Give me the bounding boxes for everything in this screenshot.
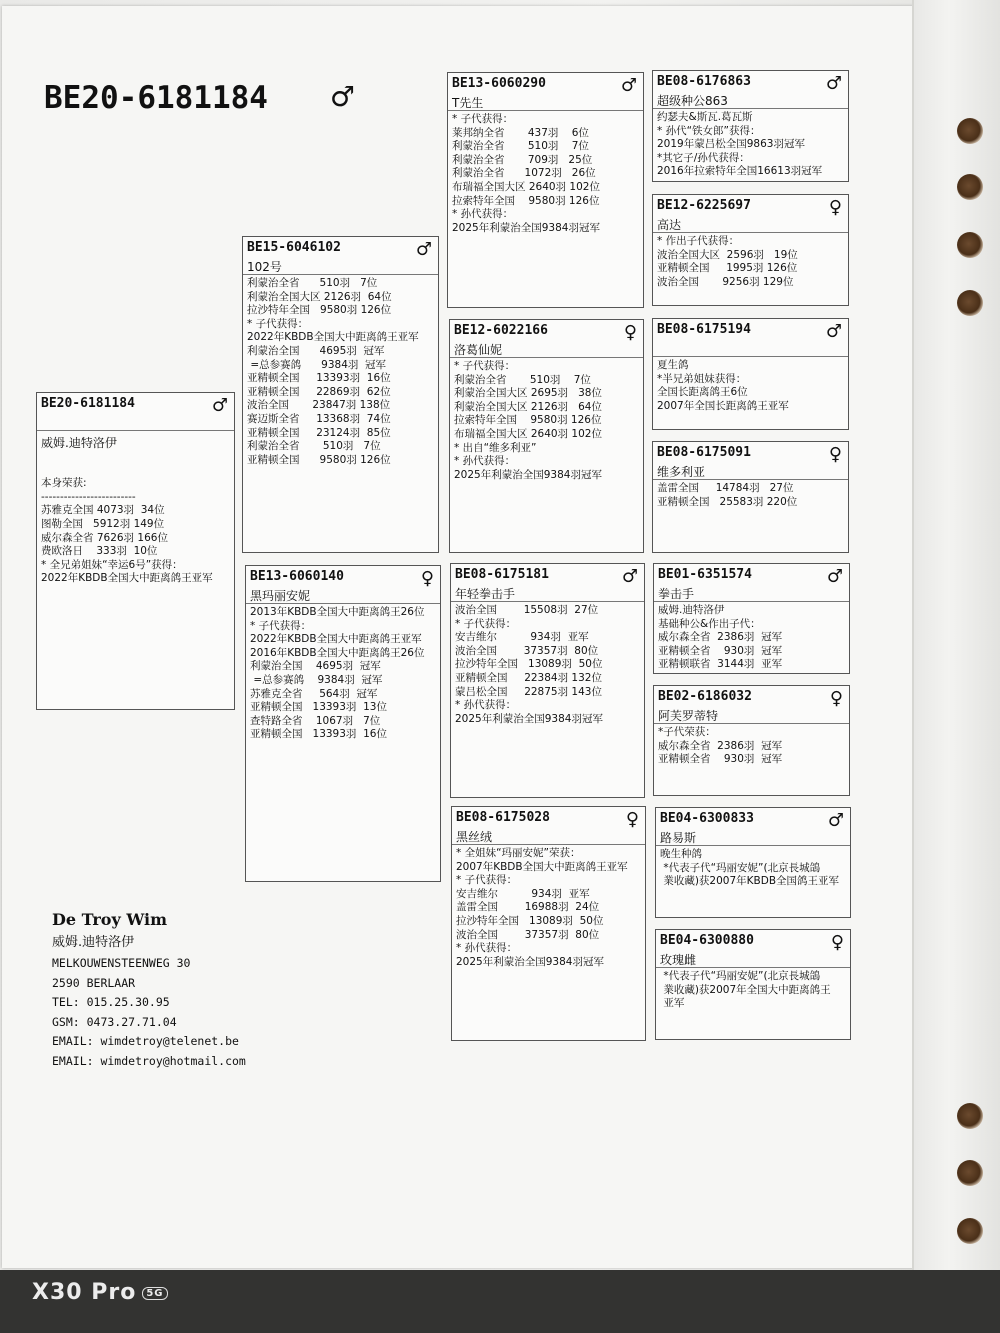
male-symbol-icon: ♂ (825, 321, 842, 342)
result-line: 全国长距离鸽王6位 (657, 386, 748, 399)
divider (450, 357, 643, 358)
result-line: 利蒙治全省 709羽 25位 (452, 153, 593, 166)
card-dss (653, 563, 850, 674)
female-symbol-icon: ♀ (623, 322, 637, 343)
result-line: 拉沙特年全国 9580羽 126位 (247, 304, 392, 317)
punch-hole (957, 1218, 983, 1244)
result-line: 图勒全国 5912羽 149位 (41, 517, 165, 530)
result-line: 2016年拉索特年全国16613羽冠军 (657, 165, 823, 178)
ring-number: BE08-6175194 (657, 322, 751, 337)
bird-name: 洛葛仙妮 (454, 343, 503, 357)
breeder-name: De Troy Wim (52, 910, 168, 929)
result-line: 亚精顿全省 930羽 冠军 (658, 753, 783, 766)
card-sss (652, 70, 849, 182)
result-line: =总参赛鸽 9384羽 冠军 (247, 358, 387, 371)
result-line: * 孙代获得： (452, 208, 514, 221)
card-sire-sire (447, 72, 644, 308)
male-symbol-icon: ♂ (415, 239, 432, 260)
bird-name: T先生 (452, 96, 484, 110)
address-city: 2590 BERLAAR (52, 975, 136, 990)
result-line: 安吉维尔 934羽 亚军 (456, 887, 590, 900)
result-line: * 全兄弟姐妹“幸运6号”获得： (41, 558, 183, 571)
result-line: 安吉维尔 934羽 亚军 (455, 631, 589, 644)
result-line: * 子代获得： (455, 617, 517, 630)
result-line (41, 464, 232, 478)
network-badge: 5G (142, 1287, 167, 1300)
female-symbol-icon: ♀ (830, 932, 844, 953)
result-line: 盖雷全国 14784羽 27位 (657, 482, 794, 494)
punch-hole (957, 174, 983, 200)
result-line: * 孙代获得： (454, 455, 516, 468)
result-line: * 子代获得： (247, 317, 309, 330)
performance-list (658, 726, 847, 767)
card-ddd (655, 929, 851, 1040)
result-line: 威尔森全省 2386羽 冠军 (658, 631, 783, 644)
result-line: 查特路全省 1067羽 7位 (250, 714, 381, 727)
card-dsd (653, 685, 850, 796)
ring-number: BE08-6175028 (456, 810, 550, 825)
female-symbol-icon: ♀ (829, 688, 843, 709)
divider (451, 601, 644, 602)
result-line: 布瑞福全国大区 2640羽 102位 (454, 427, 602, 440)
male-symbol-icon: ♂ (621, 566, 638, 587)
divider (656, 967, 850, 968)
camera-watermark (32, 1280, 168, 1305)
result-line: 莱邦纳全省 437羽 6位 (452, 126, 589, 139)
result-line: *其它子/孙代获得： (657, 151, 750, 164)
ring-number: BE13-6060290 (452, 76, 546, 91)
result-line: 波治全国 9256羽 129位 (657, 275, 794, 288)
result-line: =总参赛鸽 9384羽 冠军 (250, 673, 383, 686)
result-line: 亚精顿联省 3144羽 亚军 (658, 658, 783, 671)
mobile-phone: GSM: 0473.27.71.04 (52, 1014, 177, 1029)
card-dam-sire (450, 563, 645, 798)
bird-name: 高达 (657, 218, 682, 232)
result-line: *半兄弟姐妹获得： (657, 372, 747, 385)
result-line: 亚精顿全国 1995羽 126位 (657, 262, 798, 275)
result-line: 亚精顿全国 13393羽 16位 (247, 372, 391, 385)
divider (653, 108, 848, 109)
result-line: * 孙代获得： (456, 942, 518, 955)
card-ssd (652, 194, 849, 306)
result-line: *代表子代“玛丽安妮”(北京長城鴿 (660, 861, 821, 874)
result-line: 亚精顿全国 13393羽 13位 (250, 701, 387, 714)
card-dds (655, 807, 851, 918)
ring-number: BE04-6300833 (660, 811, 754, 826)
divider (654, 723, 849, 724)
result-line: 亚精顿全国 25583羽 220位 (657, 495, 798, 508)
result-line: 赛迈斯全省 13368羽 74位 (247, 412, 391, 425)
divider (653, 356, 848, 357)
result-line: 2016年KBDB全国大中距离鸽王26位 (250, 646, 425, 659)
female-symbol-icon: ♀ (420, 568, 434, 589)
result-line: ------------------------- (41, 490, 136, 503)
ring-number: BE20-6181184 (41, 396, 135, 411)
result-line: 威尔森全省 7626羽 166位 (41, 531, 168, 544)
result-line: 亚精顿全国 22869羽 62位 (247, 385, 391, 398)
result-line: 夏生鸽 (657, 359, 689, 371)
male-symbol-icon: ♂ (330, 80, 356, 113)
result-line: * 作出子代获得： (657, 235, 740, 247)
result-line: 拉沙特年全国 13089羽 50位 (456, 914, 604, 927)
breeder-name-chinese: 威姆.迪特洛伊 (52, 935, 135, 950)
result-line: 苏雅克全国 4073羽 34位 (41, 504, 165, 517)
divider (448, 110, 643, 111)
result-line: * 子代获得： (454, 360, 516, 372)
bird-name: 年轻拳击手 (455, 587, 516, 601)
result-line: 约瑟夫&斯瓦.葛瓦斯 (657, 111, 753, 123)
female-symbol-icon: ♀ (828, 197, 842, 218)
bird-name: 阿芙罗蒂特 (658, 709, 719, 723)
result-line: 亚精顿全国 22384羽 132位 (455, 671, 602, 684)
card-sds (652, 318, 849, 430)
result-line: 拉索特年全国 9580羽 126位 (454, 414, 602, 427)
performance-list (660, 970, 848, 1011)
bird-name: 拳击手 (658, 587, 695, 601)
result-line: 2025年利蒙治全国9384羽冠军 (456, 955, 604, 968)
result-line: 费欧洛日 333羽 10位 (41, 545, 158, 558)
camera-brand: X30 Pro (32, 1280, 137, 1305)
result-line: 苏雅克全省 564羽 冠军 (250, 687, 378, 700)
result-line: 盖雷全国 16988羽 24位 (456, 901, 600, 914)
female-symbol-icon: ♀ (828, 444, 842, 465)
ring-number: BE12-6225697 (657, 198, 751, 213)
card-dam-dam (451, 806, 646, 1041)
performance-list (247, 277, 436, 467)
result-line: 2022年KBDB全国大中距离鸽王亚军 (41, 572, 213, 585)
result-line: 2025年利蒙治全国9384羽冠军 (455, 712, 603, 725)
result-line: 亚精顿全国 9580羽 126位 (247, 453, 391, 466)
result-line: *代表子代“玛丽安妮”(北京長城鴿 (660, 970, 821, 982)
ring-number: BE12-6022166 (454, 323, 548, 338)
email-hotmail: EMAIL: wimdetroy@hotmail.com (52, 1053, 246, 1068)
ring-number: BE04-6300880 (660, 933, 754, 948)
ring-number: BE08-6175091 (657, 445, 751, 460)
performance-list (657, 359, 846, 413)
result-line: 波治全国大区 2596羽 19位 (657, 248, 798, 261)
divider (656, 845, 850, 846)
bird-name: 黑玛丽安妮 (250, 589, 311, 603)
result-line: 波治全国 37357羽 80位 (455, 644, 599, 657)
result-line: 基础种公&作出子代： (658, 617, 761, 630)
result-line: 利蒙治全省 1072羽 26位 (452, 167, 596, 180)
result-line: * 子代获得： (452, 113, 514, 125)
divider (243, 274, 438, 275)
result-line: 2022年KBDB全国大中距离鸽王亚军 (247, 331, 419, 344)
male-symbol-icon: ♂ (620, 75, 637, 96)
performance-list (452, 113, 641, 235)
result-line: 2007年全国长距离鸽王亚军 (657, 399, 789, 412)
bird-name: 维多利亚 (657, 465, 706, 479)
result-line: 拉索特年全国 9580羽 126位 (452, 194, 600, 207)
divider (246, 603, 440, 604)
punch-hole (957, 1160, 983, 1186)
bird-name: 黑丝绒 (456, 830, 493, 844)
performance-list (657, 235, 846, 289)
result-line: 利蒙治全省 510羽 7位 (247, 440, 381, 453)
ring-number: BE01-6351574 (658, 567, 752, 582)
result-line: 利蒙治全国 4695羽 冠军 (250, 660, 381, 673)
bird-name: 玫瑰雌 (660, 953, 697, 967)
punch-hole (957, 1103, 983, 1129)
ring-number: BE13-6060140 (250, 569, 344, 584)
result-line: * 孙代获得： (455, 699, 517, 712)
result-line: 2025年利蒙治全国9384羽冠军 (452, 221, 600, 234)
result-line: 威姆.迪特洛伊 (658, 604, 725, 616)
performance-list (657, 111, 846, 179)
page-title: BE20-6181184 (44, 80, 268, 116)
result-line: 2022年KBDB全国大中距离鸽王亚军 (250, 633, 422, 646)
ring-number: BE08-6175181 (455, 567, 549, 582)
performance-list (454, 360, 641, 482)
result-line: 拉沙特年全国 13089羽 50位 (455, 658, 603, 671)
breeder-contact (52, 910, 246, 1072)
result-line: 布瑞福全国大区 2640羽 102位 (452, 180, 600, 193)
result-line: 利蒙治全国大区 2695羽 38位 (454, 387, 602, 400)
result-line: 波治全国 15508羽 27位 (455, 604, 599, 616)
result-line: 晚生种鸽 (660, 848, 702, 860)
result-line: 亚军 (660, 997, 685, 1010)
result-line: 亚精顿全省 930羽 冠军 (658, 644, 783, 657)
result-line: 2013年KBDB全国大中距离鸽王26位 (250, 606, 425, 618)
performance-list (250, 606, 438, 742)
card-subject (36, 392, 235, 710)
result-line: 威尔森全省 2386羽 冠军 (658, 739, 783, 752)
result-line: * 孙代“铁女郎”获得： (657, 124, 761, 137)
divider (654, 601, 849, 602)
telephone: TEL: 015.25.30.95 (52, 995, 170, 1010)
result-line: 利蒙治全国大区 2126羽 64位 (247, 290, 392, 303)
performance-list (658, 604, 847, 672)
male-symbol-icon: ♂ (826, 566, 843, 587)
result-line: 利蒙治全国大区 2126羽 64位 (454, 400, 602, 413)
result-line: 利蒙治全省 510羽 7位 (452, 140, 589, 153)
result-line: 蒙吕松全国 22875羽 143位 (455, 685, 602, 698)
result-line: 2007年KBDB全国大中距离鸽王亚军 (456, 860, 628, 873)
result-line: 利蒙治全省 510羽 7位 (247, 277, 378, 289)
male-symbol-icon: ♂ (825, 73, 842, 94)
result-line: * 子代获得： (250, 619, 312, 632)
male-symbol-icon: ♂ (211, 395, 228, 416)
address-street: MELKOUWENSTEENWEG 30 (52, 956, 191, 970)
result-line: 2019年蒙吕松全国9863羽冠军 (657, 138, 805, 151)
ring-number: BE15-6046102 (247, 240, 341, 255)
result-line: 利蒙治全国 4695羽 冠军 (247, 344, 385, 357)
card-sire (242, 236, 439, 553)
bird-name: 102号 (247, 260, 282, 274)
bird-name: 路易斯 (660, 831, 697, 845)
male-symbol-icon: ♂ (827, 810, 844, 831)
result-line (41, 450, 232, 464)
result-line: 利蒙治全省 510羽 7位 (454, 373, 591, 386)
result-line: 業收藏)获2007年全国大中距离鸽王 (660, 983, 831, 996)
performance-list (41, 450, 232, 586)
card-sdd (652, 441, 849, 553)
result-line: *子代荣获： (658, 726, 716, 738)
punch-hole (957, 290, 983, 316)
result-line: * 出自“维多利亚” (454, 441, 537, 454)
punch-hole (957, 232, 983, 258)
email-telenet: EMAIL: wimdetroy@telenet.be (52, 1034, 239, 1049)
punch-hole (957, 118, 983, 144)
result-line: 亚精顿全国 13393羽 16位 (250, 728, 387, 741)
performance-list (455, 604, 642, 726)
result-line: 亚精顿全国 23124羽 85位 (247, 426, 391, 439)
divider (653, 232, 848, 233)
ring-number: BE02-6186032 (658, 689, 752, 704)
performance-list (660, 848, 848, 889)
performance-list (456, 847, 643, 969)
divider (452, 844, 645, 845)
binder-sleeve (912, 0, 1000, 1278)
result-line: 業收藏)获2007年KBDB全国鸽王亚军 (660, 875, 840, 888)
female-symbol-icon: ♀ (625, 809, 639, 830)
ring-number: BE08-6176863 (657, 74, 751, 89)
result-line: 本身荣获: (41, 477, 87, 490)
result-line: 波治全国 23847羽 138位 (247, 399, 391, 412)
card-sire-dam (449, 319, 644, 553)
bird-name: 超级种公863 (657, 94, 728, 108)
divider (653, 479, 848, 480)
result-line: * 子代获得： (456, 874, 518, 887)
result-line: * 全姐妹“玛丽安妮”荣获： (456, 847, 581, 859)
divider (37, 430, 234, 431)
result-line: 波治全国 37357羽 80位 (456, 928, 600, 941)
result-line: 2025年利蒙治全国9384羽冠军 (454, 468, 602, 481)
performance-list (657, 482, 846, 509)
card-dam (245, 565, 441, 882)
bird-name: 威姆.迪特洛伊 (41, 436, 117, 450)
